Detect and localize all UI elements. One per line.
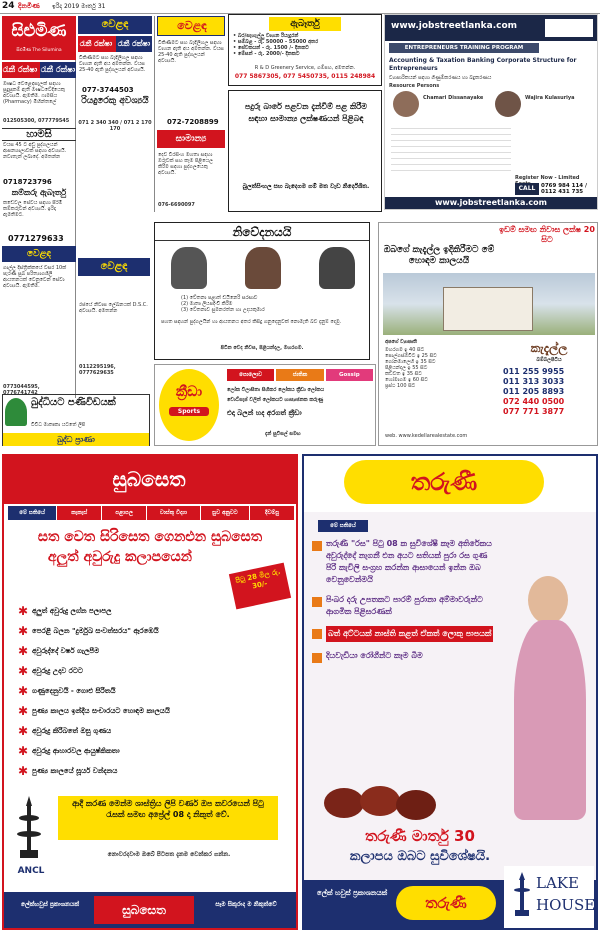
tharuni-items [312,538,498,671]
subasetha-frequency: සෑම සිකුරාද ම නිකුත්වේ [215,901,277,908]
issue-date: ඉරිදා 2019 මාර්තු 31 [52,3,106,10]
buddhi-title: බුද්ධියට පණිවිඩයක් [31,397,116,408]
weleda-label: වෙළඳ [26,249,52,259]
samanya-phone: 076-6690097 [158,202,195,208]
subasetha-tab-label: මේ සතියේ [8,506,56,520]
tharuni-footer-logo: තරුණී [396,886,496,920]
subasetha-bullet: ✱ පුණ්‍ය කාලය ඉන්දීය සංචාරයට හොඳම කාලයයි [18,704,288,724]
recruitment-line: • මේසන් - රු. 2000/- දිනකට [233,51,300,57]
pregnant-woman-image [500,576,594,826]
jobstreet-program: ENTREPRENEURS TRAINING PROGRAM [389,43,539,53]
weleda-phone: 077304459​5, 0776741742 [3,384,40,396]
square-bullet-icon [312,541,322,551]
jobstreet-logo-icon [545,19,593,37]
lake-house-word-2: HOUSE [536,896,596,914]
jobstreet-resource-label: Resource Persons [389,83,440,89]
kreeda-line-2: වොට්සැප් වලින් ලෝකයට හාස්‍යජනක කරුණු [227,397,324,403]
recruitment-list [233,33,379,57]
tharuni-item: දියවැඩියා රෝගීන්ට කෑම බීම [312,650,498,663]
cake-icon [360,786,400,816]
weleda-label-4: වෙළඳ [100,261,128,272]
subasetha-logo: සුබසෙත [112,467,186,491]
weleda-label-2: වෙළඳ [101,19,129,30]
jobstreet-phones: 0769 984 114 / 0112 431 735 [541,183,588,195]
hamasi-heading: හාමසි [2,128,76,141]
property-row: කඩවත ඉ 35 සිට [385,371,422,377]
property-phone: 072 440 0500 [503,397,565,406]
subasetha-tab[interactable]: සුව අනුවට [201,506,249,520]
property-title: ඔබගේ කැදැල්ල ඉදිකිරීමට මේ හොඳම කාලයයි [383,245,495,266]
jobstreet-header [385,15,597,41]
classifieds-col-2c [78,258,150,388]
person-2-name: Wajira Kulasuriya [525,95,575,101]
pharmacy-ad: ඖෂධ වෙළෙඳසැලක් සඳහා සුදුසුකම් ඇති ඖෂධවේදියෙකු අවශ්‍යයි. ඇමතීම. ෆාමසිය (Pharmacy) මිහින්තලේ [3,81,65,105]
asterisk-icon: ✱ [18,644,29,658]
weleda-label-3: වෙළඳ [177,19,207,32]
subasetha-tab[interactable]: දිවම්පු [250,506,294,520]
property-row: පිළියන්දල ඉ 55 සිට [385,365,428,371]
property-ad [378,222,598,446]
masthead: දිනමිණ [18,2,40,10]
recruitment-company: R & D Greenery Service, ගම්පහ, අමතන්න. [254,65,356,71]
notice-item: (1) චේතනා පළාත් ඩයිනෙරි සරසාව [181,295,258,301]
subasetha-footer [4,892,296,928]
asterisk-icon: ✱ [18,624,29,638]
subasetha-bullet: ✱ පුණ්‍ය කාලයේ සූර්ය වන්දනය [18,764,288,784]
property-brand: කැදැල්ල [530,341,568,355]
driver-ad-title: රියදුරෙකු අවශ්‍යයි [81,96,149,106]
recruitment-heading: ඇබෑර්තු [269,17,341,31]
silumina-logo: සිළුමිණ [11,21,67,41]
subasetha-tab[interactable]: කැකැස් [57,506,101,520]
asterisk-icon: ✱ [18,724,29,738]
subasetha-bullet: ✱ ගණුදෙනුවයි - ගොළු සිරිතයි [18,684,288,704]
notice-body: පහත සඳහන් පුද්ගලයින් හා ආයතනය අතර කිසිදු ගනුදෙනුවක් නොමැති බව දැනුම් දෙමු. [161,319,342,325]
property-web: web. www.kedellarealestate.com [385,433,468,439]
tharuni-promo-line-2: කලාපය ඔබට සුවිශේෂයි. [349,849,491,864]
ancl-logo: ANCL [17,866,45,876]
property-phones [503,367,595,417]
job-ad-2-phone: 072-7208899 [167,118,219,126]
kreeda-tab-1[interactable]: පොලොව [227,369,274,381]
asterisk-icon: ✱ [18,744,29,758]
weleda-banner-3 [157,16,225,36]
rent-notice-text: පදුරු බාරේ පළවන දැන්වීම් පළ කිරීම සඳහා සාමාන්‍ය ලක්ෂණයන් පිළිබඳ [244,102,368,123]
property-house-image [383,273,595,335]
subasetha-headline-2: අලුත් අවුරුදු කලාපයෙන් [47,549,193,565]
person-2-avatar [495,91,521,117]
property-row: ප්‍රස්ථ 100 සිට [385,383,416,389]
page-number: 24 [2,1,15,11]
classifieds-col-1 [2,16,76,398]
tharuni-ad [302,454,598,930]
raksha-label-4: රැකී රක්ෂා [116,36,152,52]
property-row: මහරගම ඉ 40 සිට [385,347,425,353]
kreeda-logo-bg [159,369,219,441]
recruitment-ad [228,14,382,86]
property-phone: 011 205 8893 [503,387,565,396]
jobstreet-sinhala-sub: ව්‍යාපාරිකයන් සඳහා ගිණුම්කරණය හා බදුකරණය [389,75,492,81]
notice-item: (2) මාතෘ ලියපදිංචි කිරීම [181,301,233,307]
subasetha-bullet: ✱ අවුරුදු උදාව රටට [18,664,288,684]
hamasi-phone: 0718723796 [3,178,52,186]
weleda-banner-2 [78,16,152,34]
subasetha-bullet: ✱ පෙරළි බලන "දුර්මුඛ සංවත්සරය" ඇරඹෙයි [18,624,288,644]
lamp-icon [512,872,532,916]
subasetha-footer-logo: සුබසෙත [94,896,194,924]
weleda-banner-1 [2,246,76,262]
subasetha-bullet: ✱ අලුත් අවුරුදු ලග්න පලාපල [18,604,288,624]
kamkaru-phone: 0771279633 [8,234,64,243]
jobstreet-course: Accounting & Taxation Banking Corporate Structure for Entrepreneurs [389,57,577,72]
asterisk-icon: ✱ [18,664,29,678]
tharuni-item: බත් අට්ටයක් නාස්ති කළත් ඒකත් ලොකු පාපයක් [312,626,498,642]
classifieds-col-2b [154,16,226,212]
weleda-banner-4 [78,258,150,276]
samanya-ad: දෙව් වීරසිංහ මහතා සඳහා ඔරුවක් සහ කෑම පිළියෙල කිරීම සඳහා පුද්ගලයෙකු අවශ්‍යයි. [158,152,213,176]
kreeda-line-3: එදා බලන් හද අරගත් ක්‍රීඩා [227,409,302,417]
notice-signature: පිටින වෙද නිවස, පිළියන්දල, මහරගම. [220,345,304,351]
subasetha-callout: ආදී කරණ මෙන්ම ශාස්ත්‍රිය ලිපි වර්ණ ඔප කවරයෙන් පිටු රැසක් සමඟ අප්‍රේල් 08 දා නිකුත් වේ. [58,796,278,840]
lake-house-logo [504,866,594,928]
notice-list [181,295,351,313]
samanya-banner [157,130,225,148]
asterisk-icon: ✱ [18,704,29,718]
notice-item: (3) වේතනාව සුමනරත්න හා උදයකුමාර [181,307,265,313]
woman-head [528,576,568,624]
jobstreet-url-footer: www.jobstreetlanka.com [385,197,597,209]
raksha-banner [2,62,76,78]
page-header [0,0,600,14]
person-1-name: Chamari Dissanayake [423,95,484,101]
property-row: හෝමාගම ඉ 60 සිට [385,377,428,383]
job-ad-1-phone: 077-3744503 [82,86,134,94]
jobstreet-call-label: CALL [515,183,539,195]
kreeda-sports-tag: Sports [169,407,209,416]
kreeda-ad [154,364,376,446]
kreeda-logo: ක්‍රීඩා [175,384,203,400]
square-bullet-icon [312,629,322,639]
driver-ad-phone: 071 2 340 340 / 071 2 170 170 [78,120,152,132]
subasetha-footer-note: නොවරදවාම ඔබේ පිටපත දැනම වෙන්කර ගන්න. [107,851,231,858]
job-ad-1: විකිණීමට සහ බැඳිලිහල සඳහා වාහන ඇති අය අමතන්න. වයස 25-40 ඇති පුද්ගලයන් අවශ්‍යයි. [79,55,146,73]
subasetha-bullet: ✱ අවුරුදු කිරිබතේ ඔසු ගුණය [18,724,288,744]
asterisk-icon: ✱ [18,604,29,618]
ledger-ad: රජයේ නිවාස ලේඛනයක් D.S.C. අවශ්‍යයි. අමතන්න [79,302,148,314]
property-phone: 011 255 9955 [503,367,565,376]
subasetha-tab[interactable]: වාස්තු විද්‍යා [147,506,200,520]
square-bullet-icon [312,653,322,663]
woman-body [514,620,586,820]
subasetha-price-badge: පිටු 28 මිල රු. 30/- [229,563,291,610]
subasetha-header [4,456,296,504]
kreeda-tab-3[interactable]: Gossip [326,369,373,381]
tharuni-tab-label: මේ සතියේ [318,520,368,532]
subasetha-tabs [8,506,294,520]
person-1-avatar [393,91,419,117]
tharuni-promo-line-1: තරුණී මාර්තු 30 [365,827,475,845]
property-phone: 077 771 3877 [503,407,565,416]
kreeda-tab-2[interactable]: ජාතික [276,369,323,381]
subasetha-ad [2,454,298,930]
raksha-banner-2 [78,36,152,52]
asterisk-icon: ✱ [18,764,29,778]
property-row: පොල්ගස්ඕවිට ඉ 25 සිට [385,353,437,359]
lake-house-word-1: LAKE [536,874,579,892]
hamasi-ad: වයස 45 ට අඩු පුද්ගලයන් ආපනශාලාවක් සඳහා අවශ්‍යයි. නවාතැන් ලබාදේ. අමතන්න [3,142,67,160]
pharmacy-phone: 012505300, 077779545 [3,118,70,124]
subasetha-headline-1: සත වෙත සිරිසෙත ගෙනඑන සුබසෙත [37,529,263,545]
notice-photo-3 [319,247,355,289]
jobstreet-register: Register Now - Limited [515,175,580,181]
ledger-phone: 0112295196, 0777629635 [79,364,116,376]
square-bullet-icon [312,597,322,607]
notice-title: නිවේදනයයි [155,225,369,241]
notice-photo-2 [245,247,281,289]
rent-notice-ad [228,90,382,212]
raksha-label-3: රැකී රක්ෂා [79,39,113,48]
buddhi-ad [2,394,150,446]
bodhi-leaf-icon [5,398,27,426]
kreeda-line-1: ලෝක විලාසිතා සිහිකර ලෝකය ක්‍රීඩා ලෝකය [227,387,325,393]
notice-ad [154,222,370,360]
jobstreet-ad [384,14,598,210]
subasetha-bullet: ✱ අවුරුදු ආහාරවල ආයුෂ්කිකතා [18,744,288,764]
buddhi-subtitle: විවිධ මාතෘකා යටතේ ලිපි [31,422,86,428]
buddhi-banner: බුද්ධ ප්‍රාණා [3,433,149,446]
kamkaru-heading: කම්කරු ඇබෑර්තු [11,188,67,197]
recruitment-line: • බර/සැහැල්ලු වාහන රියැදුරන් [233,33,299,39]
kreeda-footer: දැන් සුවිසල් සමඟ [265,431,301,437]
recruitment-phone: 077 5867305, 077 5450735, 0115 248984 [234,73,376,80]
property-headline: ඉඩම් සමඟ නිවාස ලක්ෂ 20 සිට [499,225,595,244]
notice-photo-1 [171,247,207,289]
tharuni-item: පිංබර දරු උපතකට පාරම් පුරානා අම්මාවරුන්ට ආගමික පිළිසරණක් [312,594,498,618]
raksha-label-1: රැකී රක්ෂා [2,65,38,74]
cake-image [324,768,444,824]
samanya-label: සාමාන්‍ය [175,134,207,144]
recruitment-line: • සේවකයන් - රු. 1500 /- දිනකට [233,45,309,51]
property-brand-sub: බම්බලපිටිය [536,357,562,363]
subasetha-publisher: ලේක්හවුස් ප්‍රකාශනයක් [20,901,80,908]
property-list [385,347,497,389]
tharuni-logo: තරුණී [344,460,544,504]
subasetha-bullets [18,604,288,784]
lamp-icon [14,794,44,864]
property-offer-heading: අපගේ ව්‍යාපෘති [385,339,418,345]
house-icon [443,287,533,331]
tharuni-header [304,456,596,512]
tharuni-publisher: ලේක් හවුස් ප්‍රකාශනයක් [316,889,388,897]
weleda-ad: ගාල්ල දිස්ත්‍රික්කයේ වසර 10ක් පැරණි සුබ පරිත්‍යාගශීලී ආයතනයක් වෙනුවෙන් සේවා අවශ්‍යයි. ඇමතීම. [3,265,67,289]
kamkaru-ad: කඩේවල සේවය සඳහා පිරිමි කම්කරුවන් අවශ්‍යයි. ඉරිදා ඇමතීමට. [3,200,63,218]
jobstreet-url: www.jobstreetlanka.com [391,21,518,31]
cake-icon [324,788,364,818]
job-ad-2: විකිණීමට සහ බැඳිලිහල සඳහා වාහන ඇති අය අමතන්න. වයස 25-40 ඇති පුද්ගලයන් අවශ්‍යයි. [158,40,224,64]
raksha-label-2: රැකී රක්ෂා [40,62,76,78]
property-phone: 011 313 3033 [503,377,565,386]
asterisk-icon: ✱ [18,684,29,698]
jobstreet-body-text [391,123,511,175]
rent-notice-footer: බුලත්සිංහල සහ බැදෙගම ගම් මත වැඩ නිර්දේශිත. [242,183,370,190]
recruitment-line: • සම්බළ - රු. 50000 - 55000 අතර [233,39,319,45]
cake-icon [396,790,436,820]
kreeda-tabs [227,369,373,381]
tharuni-item: තරුණී "රස" පිටු 08 ක සුවිශේෂී කෑම අතිරේකය අවුරුද්දේ නැගනී එන අයට සතියක් පුරා රස ගුණ පිරි කැවිලි සංග්‍රහ කරන්න ආසායෙන් ඉන්න ඔබ වෙනුවෙන්මයි [312,538,498,586]
subasetha-bullet: ✱ අවුරුද්දේ වර්ෂ ගැලපීම [18,644,288,664]
property-row: ගෝනමාලෙහි ඉ 35 සිට [385,359,436,365]
silumina-logo-box [2,16,76,60]
silumina-subtitle: සිළුමිණ The Silumina [16,48,62,53]
subasetha-tab[interactable]: පළාපල [102,506,146,520]
